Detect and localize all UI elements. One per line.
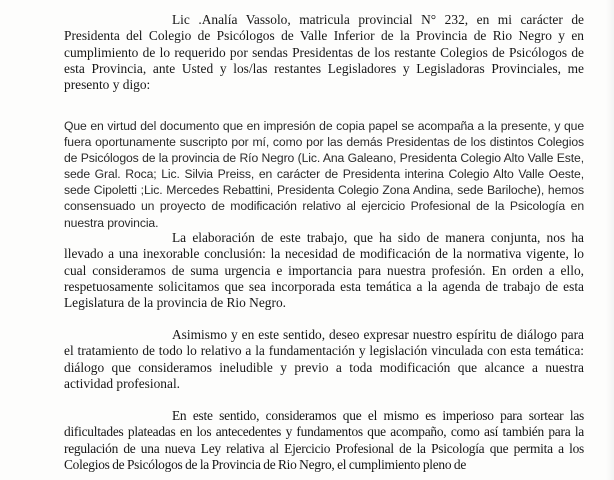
conclusion-paragraph: La elaboración de este trabajo, que ha sido de manera conjunta, nos ha llevado a una inexorable conclusión: la necesidad de modificación de la normativa vigente, lo cual consideramos de suma urgencia e importancia para nuestra profesión. En orden a ello, respetuosamente solicitamos que sea incorporada esta temática a la agenda de trabajo de esta Legislatura de la provincia de Rio Negro. [64,230,584,311]
opening-paragraph: Lic .Analía Vassolo, matricula provincial N° 232, en mi carácter de Presidenta del Colegio de Psicólogos de Valle Inferior de la Provincia de Rio Negro y en cumplimiento de lo requerido por sendas Presidentas de los restante Colegios de Psicólogos de esta Provincia, ante Usted y los/las restantes Legisladores y Legisladoras Provinciales, me presento y digo: [64,12,584,93]
dialogue-paragraph: Asimismo y en este sentido, deseo expresar nuestro espíritu de diálogo para el tratamiento de todo lo relativo a la fundamentación y legislación vinculada con esta temática: diálogo que consideramos ineludible y previo a toda modificación que alcance a nuestra actividad profesional. [64,327,584,391]
scan-shadow [606,0,614,480]
agreement-paragraph: Que en virtud del documento que en impresión de copia papel se acompaña a la presente, y que fuera oportunamente suscripto por mí, como por las demás Presidentas de los distintos Colegios de Psicólogos de la provincia de Río Negro (Lic. Ana Galeano, Presidenta Colegio Alto Valle Este, sede Gral. Roca; Lic. Silvia Preiss, en carácter de Presidenta interina Colegio Alto Valle Oeste, sede Cipoletti ;Lic. Mercedes Rebattini, Presidenta Colegio Zona Andina, sede Bariloche), hemos consensuado un proyecto de modificación relativo al ejercicio Profesional de la Psicología en nuestra provincia. [64,119,584,230]
regulation-paragraph: En este sentido, consideramos que el mismo es imperioso para sortear las dificultades plateadas en los antecedentes y fundamentos que acompaño, como así también para la regulación de una nueva Ley relativa al Ejercicio Profesional de la Psicología que permita a los Colegios de Psicólogos de la Provincia de Rio Negro, el cumplimiento pleno de [64,408,584,472]
